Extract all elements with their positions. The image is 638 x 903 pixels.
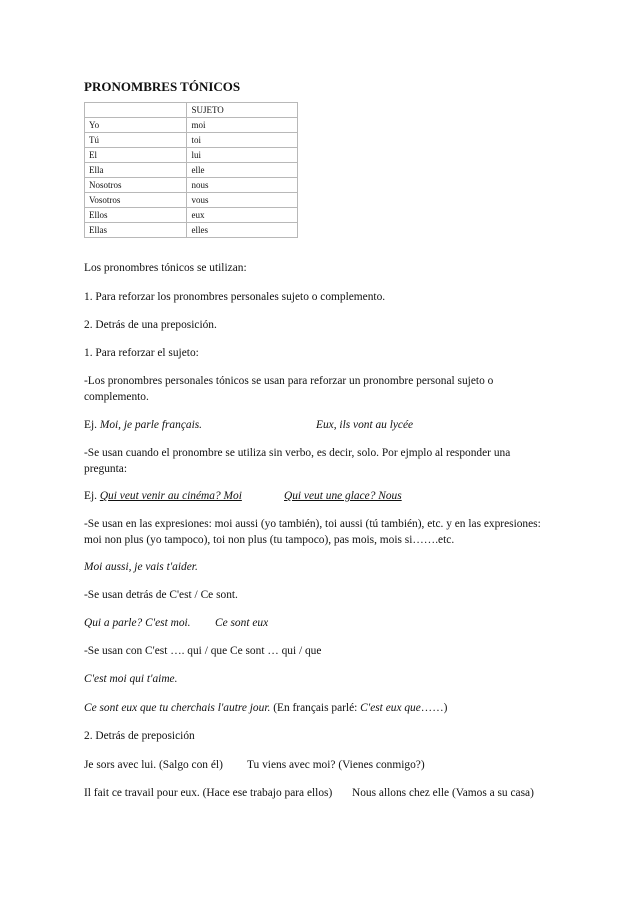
example-8b: Nous allons chez elle (Vamos a su casa) xyxy=(352,787,534,799)
table-cell: Yo xyxy=(85,118,187,133)
rule-2-paragraph: -Se usan cuando el pronombre se utiliza sin verbo, es decir, solo. Por ejmplo al responder una pregunta: xyxy=(84,447,511,475)
example-4b: Ce sont eux xyxy=(215,617,269,629)
example-2 xyxy=(84,488,554,504)
table-cell: vous xyxy=(187,193,298,208)
example-6c: C'est eux que xyxy=(360,702,421,714)
pronoun-table-body xyxy=(85,103,298,238)
example-2a: Qui veut venir au cinéma? Moi xyxy=(99,490,242,502)
example-2b: Qui veut une glace? Nous xyxy=(284,490,402,502)
table-row xyxy=(85,193,298,208)
table-row xyxy=(85,178,298,193)
table-cell: elles xyxy=(187,223,298,238)
example-6d: ……) xyxy=(420,702,448,714)
table-row xyxy=(85,118,298,133)
example-1a: Moi, je parle français. xyxy=(99,419,203,431)
use-1-paragraph: 1. Para reforzar los pronombres personales sujeto o complemento. xyxy=(84,291,386,303)
section-2-heading: 2. Detrás de preposición xyxy=(84,730,195,742)
section-1-heading: 1. Para reforzar el sujeto: xyxy=(84,347,199,359)
table-cell: Nosotros xyxy=(85,178,187,193)
example-6b: (En français parlé: xyxy=(270,702,361,714)
table-header-row xyxy=(85,103,298,118)
table-row xyxy=(85,223,298,238)
rule-1-paragraph: -Los pronombres personales tónicos se usan para reforzar un pronombre personal sujeto o complemento. xyxy=(84,375,494,403)
table-cell: El xyxy=(85,148,187,163)
example-prefix: Ej. xyxy=(84,419,100,431)
example-6 xyxy=(84,700,554,716)
rule-5-paragraph: -Se usan con C'est …. qui / que Ce sont … qui / que xyxy=(84,645,322,657)
example-4 xyxy=(84,615,554,631)
example-4a: Qui a parle? C'est moi. xyxy=(84,617,191,629)
use-2-paragraph: 2. Detrás de una preposición. xyxy=(84,319,217,331)
example-5: C'est moi qui t'aime. xyxy=(84,673,178,685)
table-cell: Tú xyxy=(85,133,187,148)
table-row xyxy=(85,148,298,163)
table-cell: Vosotros xyxy=(85,193,187,208)
table-cell: Ella xyxy=(85,163,187,178)
page-title: PRONOMBRES TÓNICOS xyxy=(84,79,241,94)
table-cell: elle xyxy=(187,163,298,178)
table-cell: Ellas xyxy=(85,223,187,238)
table-cell: Ellos xyxy=(85,208,187,223)
example-6a: Ce sont eux que tu cherchais l'autre jour. xyxy=(84,702,271,714)
table-row xyxy=(85,163,298,178)
example-7b: Tu viens avec moi? (Vienes conmigo?) xyxy=(247,759,425,771)
example-8 xyxy=(84,785,564,801)
table-cell: eux xyxy=(187,208,298,223)
example-7a: Je sors avec lui. (Salgo con él) xyxy=(84,759,223,771)
table-cell: nous xyxy=(187,178,298,193)
example-1b: Eux, ils vont au lycée xyxy=(316,419,414,431)
table-header-cell: SUJETO xyxy=(187,103,298,118)
rule-4-paragraph: -Se usan detrás de C'est / Ce sont. xyxy=(84,589,238,601)
example-prefix: Ej. xyxy=(84,490,100,502)
table-header-cell xyxy=(85,103,187,118)
table-cell: lui xyxy=(187,148,298,163)
table-row xyxy=(85,133,298,148)
rule-3-paragraph: -Se usan en las expresiones: moi aussi (yo también), toi aussi (tú también), etc. y en las expresiones: moi non plus (yo tampoco), toi non plus (tu tampoco), pas mois, mois si…….etc. xyxy=(84,518,541,546)
example-8a: Il fait ce travail pour eux. (Hace ese trabajo para ellos) xyxy=(84,787,333,799)
table-cell: toi xyxy=(187,133,298,148)
example-1 xyxy=(84,417,554,433)
table-row xyxy=(85,208,298,223)
example-7 xyxy=(84,757,564,773)
example-3: Moi aussi, je vais t'aider. xyxy=(84,561,198,573)
table-cell: moi xyxy=(187,118,298,133)
pronoun-table xyxy=(84,102,298,238)
intro-paragraph: Los pronombres tónicos se utilizan: xyxy=(84,262,247,274)
